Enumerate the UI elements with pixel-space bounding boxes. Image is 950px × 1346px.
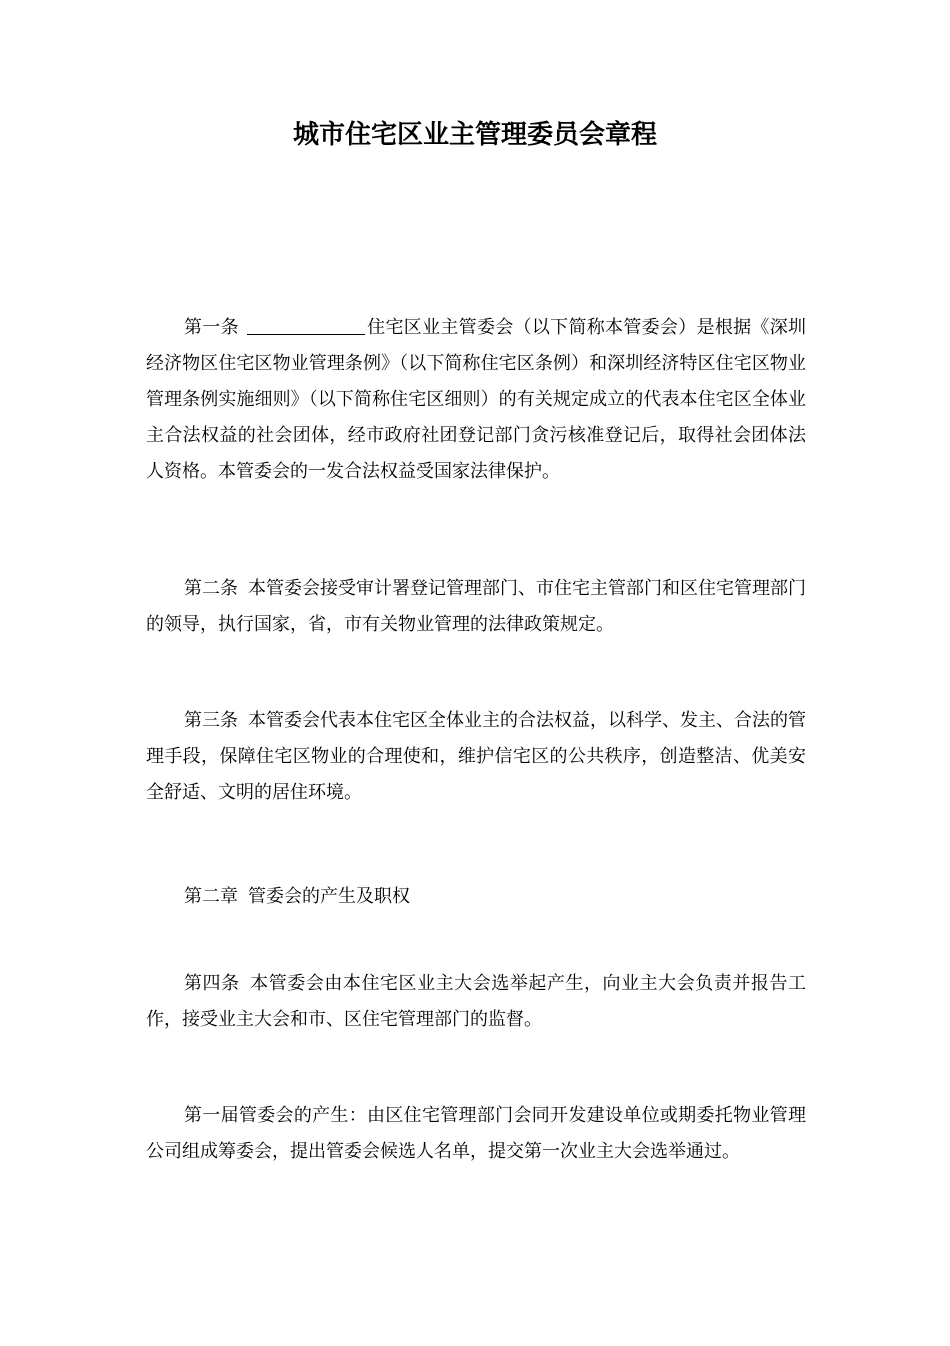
document-title: 城市住宅区业主管理委员会章程	[292, 120, 657, 150]
chapter-2-text: 管委会的产生及职权	[248, 886, 410, 907]
article-2	[146, 571, 806, 643]
article-1-text: 住宅区业主管委会（以下简称本管委会）是根据《深圳经济物区住宅区物业管理条例》（以下简称住宅区条例）和深圳经济特区住宅区物业管理条例实施细则》（以下简称住宅区细则）的有关规定成立的代表本住宅区全体业主合法权益的社会团体，经市政府社团登记部门贪污核准登记后，取得社会团体法人资格。本管委会的一发合法权益受国家法律保护。	[146, 317, 806, 482]
article-1-label: 第一条	[184, 317, 239, 338]
article-3	[146, 703, 806, 811]
chapter-2-heading	[146, 879, 806, 915]
name-blank-line	[247, 318, 365, 335]
article-1	[146, 310, 806, 490]
article-2-label: 第二条	[184, 578, 238, 599]
article-3-text: 本管委会代表本住宅区全体业主的合法权益，以科学、发主、合法的管理手段，保障住宅区物业的合理使和，维护信宅区的公共秩序，创造整洁、优美安全舒适、文明的居住环境。	[146, 710, 806, 803]
article-4-label: 第四条	[184, 973, 240, 994]
first-committee-text: 第一届管委会的产生：由区住宅管理部门会同开发建设单位或期委托物业管理公司组成筹委会，提出管委会候选人名单，提交第一次业主大会选举通过。	[146, 1105, 806, 1162]
article-3-label: 第三条	[184, 710, 238, 731]
first-committee-paragraph	[146, 1098, 806, 1170]
article-2-text: 本管委会接受审计署登记管理部门、市住宅主管部门和区住宅管理部门的领导，执行国家，省，市有关物业管理的法律政策规定。	[146, 578, 806, 635]
chapter-2-label: 第二章	[184, 886, 238, 907]
article-4	[146, 966, 806, 1038]
article-4-text: 本管委会由本住宅区业主大会选举起产生，向业主大会负责并报告工作，接受业主大会和市、区住宅管理部门的监督。	[146, 973, 807, 1030]
